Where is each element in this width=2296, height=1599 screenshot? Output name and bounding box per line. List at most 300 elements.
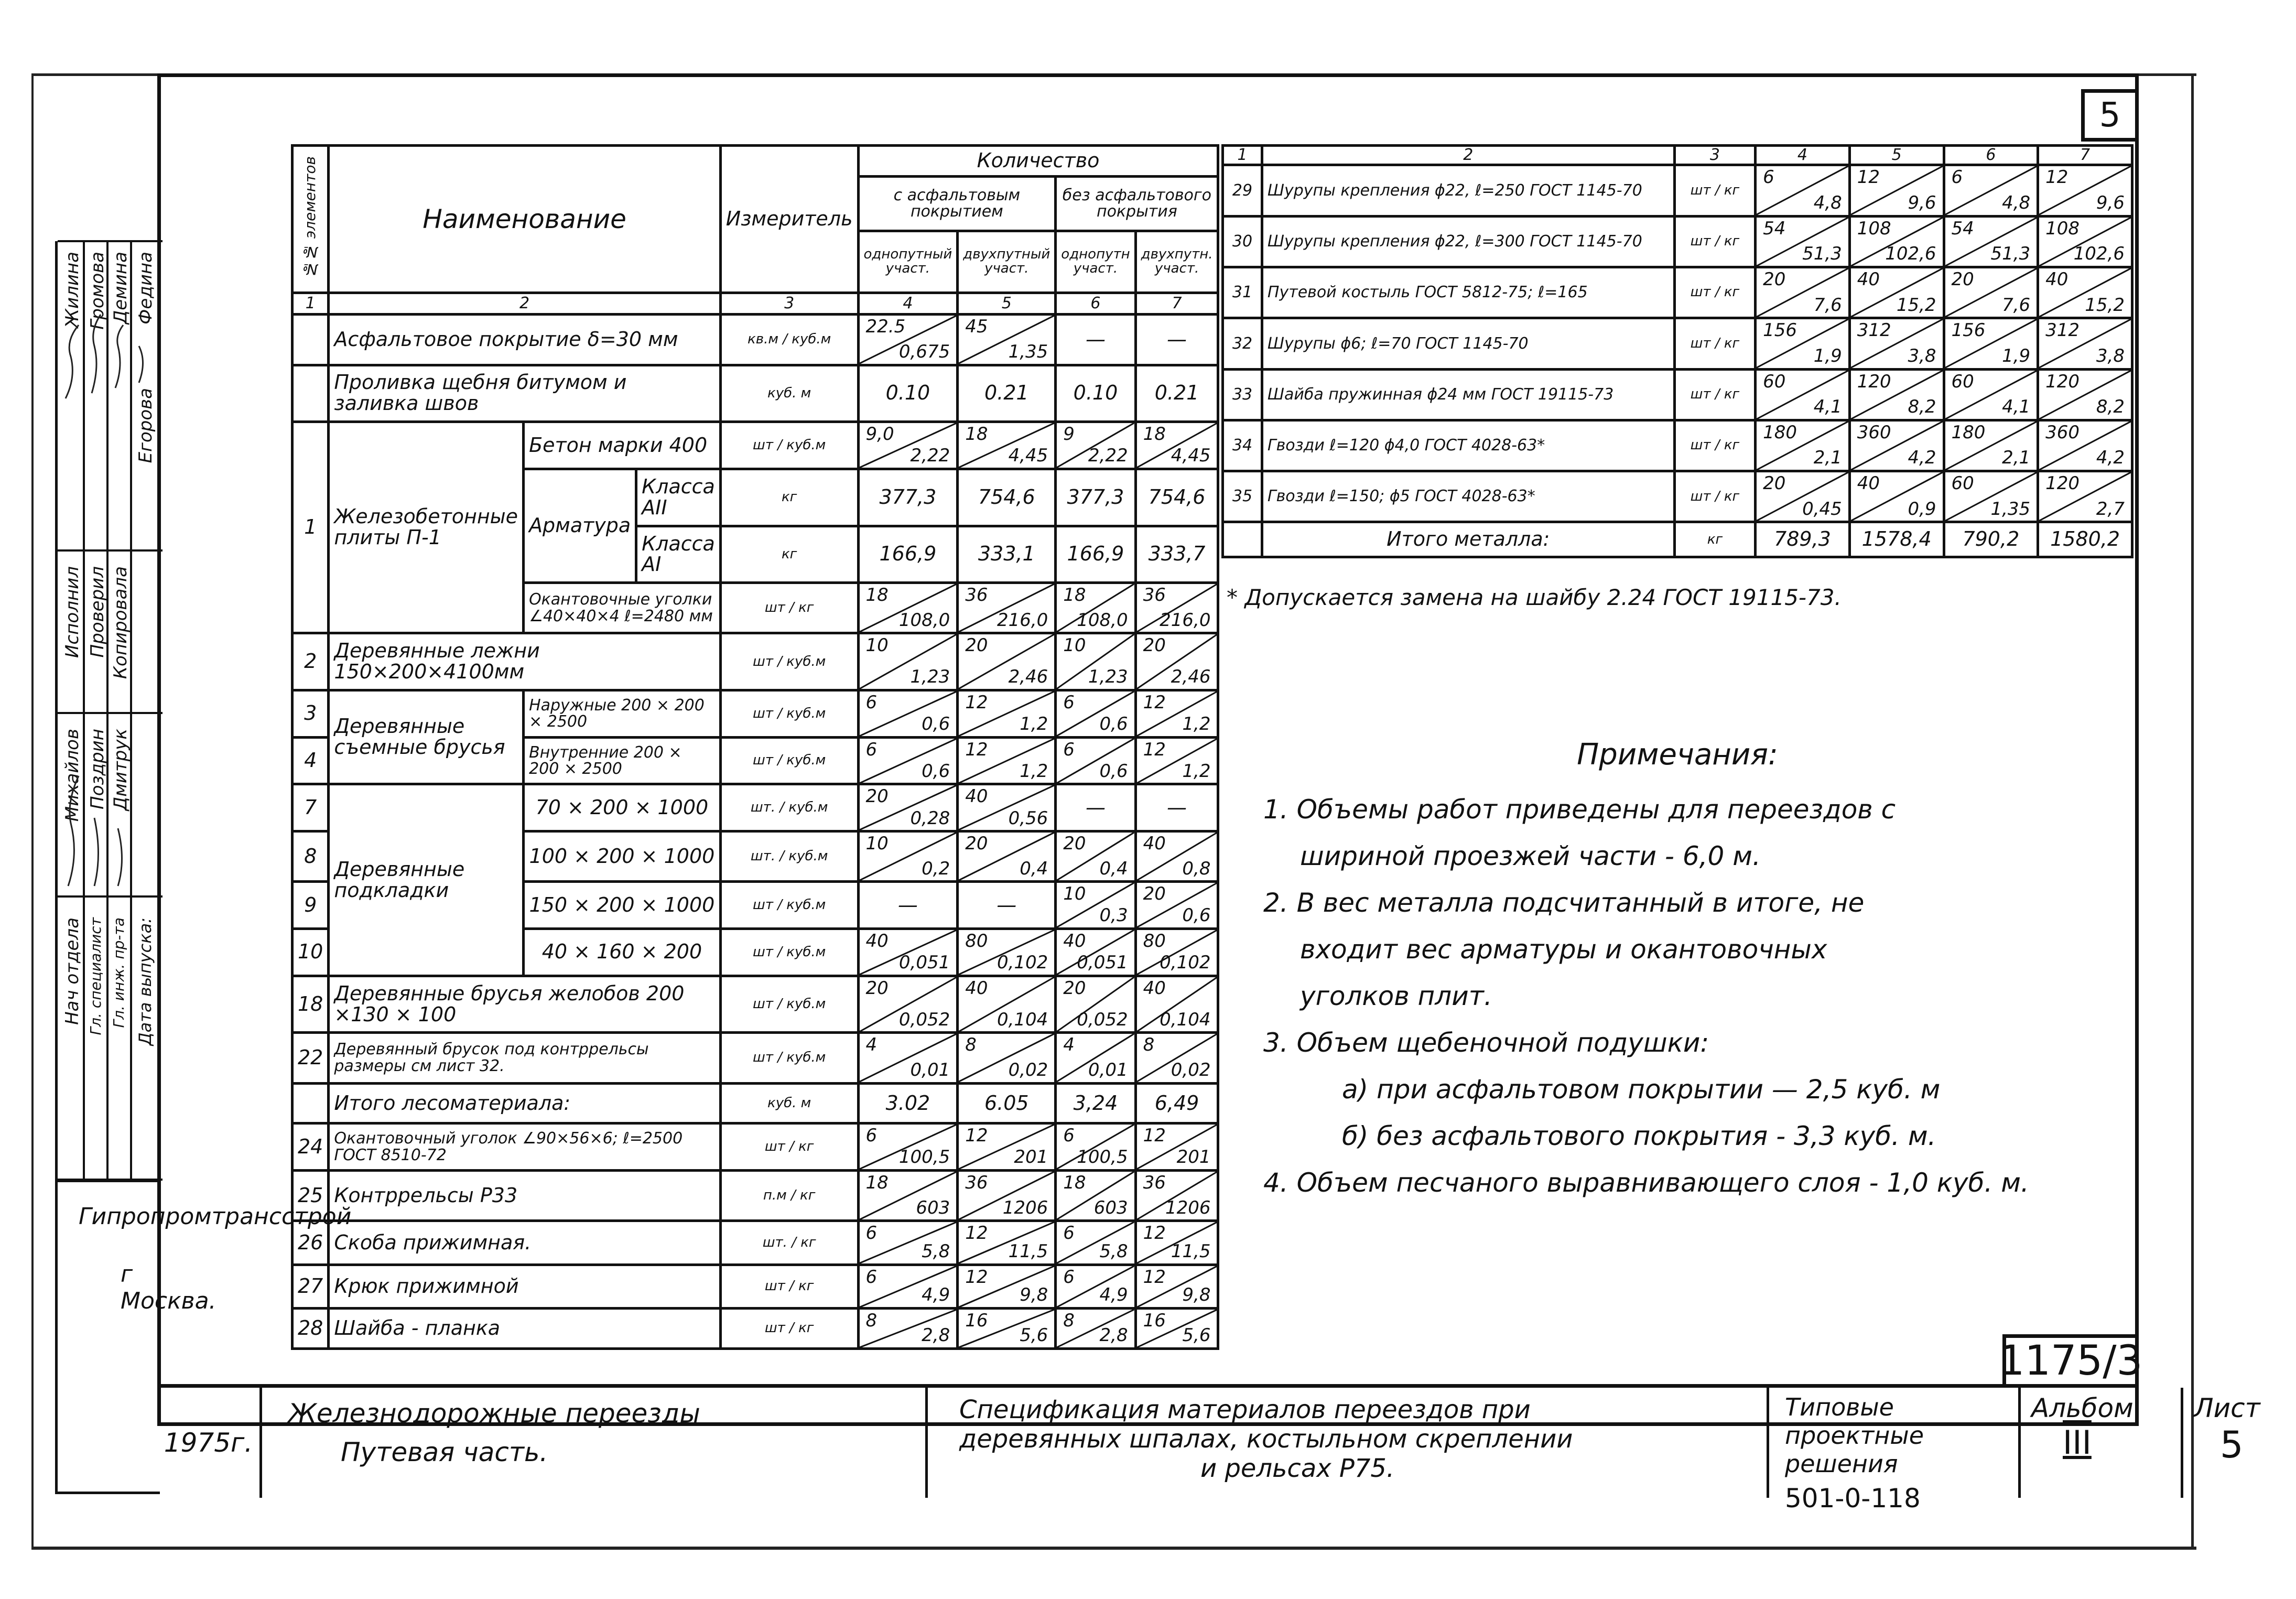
value-count: 9,0 [865, 424, 894, 445]
row-value-col7: 1580,2 [2038, 522, 2132, 557]
role-head-of-dept: Нач отдела [62, 917, 83, 1025]
row-unit: кг [720, 526, 858, 583]
row-name: Деревянные брусья желобов 200 ×130 × 100 [329, 976, 720, 1033]
value-count: 108 [2045, 218, 2080, 239]
row-name: Путевой костыль ГОСТ 5812-75; ℓ=165 [1262, 267, 1674, 318]
t2-colnum-4: 4 [1756, 146, 1850, 165]
value-amount: 0,9 [1908, 498, 1936, 520]
row-value-col5 [1849, 420, 1944, 471]
table-row [293, 690, 1218, 738]
row-name: Шурупы крепления ϕ22, ℓ=300 ГОСТ 1145-70 [1262, 216, 1674, 267]
value-count: 18 [1143, 424, 1166, 445]
colnum-3: 3 [720, 293, 858, 315]
stamp-sheet-number: 5 [2220, 1423, 2244, 1466]
value-count: 20 [1951, 268, 1974, 290]
value-count: 12 [1857, 167, 1880, 188]
value-amount: 108,0 [898, 609, 950, 631]
value-count: 18 [965, 424, 988, 445]
value-count: 40 [2045, 268, 2068, 290]
row-unit: шт / куб.м [720, 690, 858, 738]
header-double-1: двухпутный участ. [958, 231, 1056, 293]
row-value-col7 [1135, 737, 1218, 784]
value-count: 18 [865, 585, 889, 606]
row-value-col7 [1135, 690, 1218, 738]
value-amount: 7,6 [1813, 294, 1842, 316]
name-demina: Демина [110, 252, 131, 325]
row-name: Шурупы крепления ϕ22, ℓ=250 ГОСТ 1145-70 [1262, 165, 1674, 216]
row-unit: шт / куб.м [720, 422, 858, 469]
row-value-col5 [1849, 318, 1944, 369]
row-num: 22 [293, 1033, 329, 1083]
row-value-col7: 6,49 [1135, 1083, 1218, 1123]
value-count: 12 [965, 1223, 988, 1244]
value-amount: 0,104 [997, 1009, 1048, 1030]
row-name: Наружные 200 × 200 × 2500 [524, 690, 721, 738]
name-dmitruk: Дмитрук [110, 729, 131, 811]
t2-colnum-2: 2 [1262, 146, 1674, 165]
row-num: 35 [1223, 471, 1262, 522]
t2-colnum-1: 1 [1223, 146, 1262, 165]
row-value-col5: 0.21 [958, 365, 1056, 422]
value-count: 10 [1063, 635, 1086, 656]
value-amount: 0,6 [1182, 905, 1211, 926]
row-value-col5 [958, 737, 1056, 784]
row-name: Контррельсы Р33 [329, 1171, 720, 1221]
value-count: 360 [1857, 422, 1891, 443]
row-num [293, 315, 329, 365]
row-value-col4: 377,3 [858, 469, 958, 526]
row-value-col7 [2038, 165, 2132, 216]
value-amount: 4,2 [2096, 447, 2125, 469]
row-name: 100 × 200 × 1000 [524, 831, 721, 882]
value-amount: 1,23 [1088, 666, 1128, 688]
table-row [293, 1171, 1218, 1221]
value-amount: 9,6 [1908, 192, 1936, 213]
row-name: 40 × 160 × 200 [524, 929, 721, 976]
row-value-col6 [1056, 976, 1135, 1033]
row-value-col7: — [1135, 784, 1218, 831]
value-count: 36 [965, 585, 988, 606]
row-group-label: Железобетонные плиты П-1 [329, 422, 524, 633]
value-count: 6 [1063, 692, 1075, 714]
value-count: 12 [1143, 1223, 1166, 1244]
row-value-col7 [1135, 1221, 1218, 1265]
value-amount: 0,102 [1160, 952, 1211, 974]
row-value-col5: 333,1 [958, 526, 1056, 583]
value-amount: 1,23 [910, 666, 950, 688]
value-amount: 0,052 [1077, 1009, 1128, 1030]
row-num: 29 [1223, 165, 1262, 216]
table-row [293, 633, 1218, 690]
row-unit: шт / кг [1674, 318, 1755, 369]
table-row [293, 315, 1218, 365]
row-value-col5: 6.05 [958, 1083, 1056, 1123]
value-count: 54 [1951, 218, 1974, 239]
value-amount: 2,8 [1099, 1325, 1128, 1346]
role-chief-engineer: Гл. инж. пр-та [110, 917, 127, 1028]
table-row [293, 976, 1218, 1033]
value-count: 180 [1951, 422, 1986, 443]
row-name: Деревянные лежни 150×200×4100мм [329, 633, 720, 690]
colnum-5: 5 [958, 293, 1056, 315]
value-amount: 0,02 [1171, 1059, 1211, 1081]
row-unit: шт / кг [720, 583, 858, 633]
row-value-col5 [958, 633, 1056, 690]
value-amount: 9,8 [1020, 1284, 1048, 1306]
row-value-col7 [2038, 420, 2132, 471]
row-value-col7 [2038, 318, 2132, 369]
row-value-col6 [1944, 420, 2038, 471]
value-count: 6 [1763, 167, 1774, 188]
row-unit: шт. / куб.м [720, 831, 858, 882]
row-unit: шт / куб.м [720, 1033, 858, 1083]
value-amount: 0,56 [1008, 807, 1048, 829]
header-with-asphalt: с асфальтовым покрытием [858, 176, 1056, 231]
row-name: Бетон марки 400 [524, 422, 721, 469]
signature-columns [58, 241, 163, 1180]
row-num: 34 [1223, 420, 1262, 471]
row-value-col7 [1135, 831, 1218, 882]
note-3a: а) при асфальтовом покрытии — 2,5 куб. м [1342, 1074, 1941, 1105]
row-name: Крюк прижимной [329, 1265, 720, 1308]
row-value-col6 [1944, 318, 2038, 369]
name-egorova: Егорова [135, 388, 156, 463]
value-count: 12 [965, 1125, 988, 1147]
value-amount: 8,2 [2096, 396, 2125, 418]
row-value-col7 [1135, 1171, 1218, 1221]
header-name: Наименование [329, 146, 720, 293]
row-num: 2 [293, 633, 329, 690]
value-count: 20 [865, 786, 889, 807]
value-count: 8 [965, 1034, 977, 1056]
row-value-col5 [958, 784, 1056, 831]
value-count: 16 [965, 1310, 988, 1331]
row-value-col7 [2038, 267, 2132, 318]
value-amount: 1206 [1002, 1197, 1048, 1218]
value-count: 40 [1063, 931, 1086, 952]
row-unit: шт / куб.м [720, 929, 858, 976]
row-value-col4 [858, 422, 958, 469]
value-count: 20 [1143, 635, 1166, 656]
value-amount: 603 [916, 1197, 950, 1218]
row-value-col7 [2038, 369, 2132, 420]
row-value-col4 [858, 1221, 958, 1265]
value-amount: 0,4 [1099, 858, 1128, 879]
note-3b: б) без асфальтового покрытия - 3,3 куб. м. [1342, 1120, 1936, 1151]
row-name: Гвозди ℓ=120 ϕ4,0 ГОСТ 4028-63* [1262, 420, 1674, 471]
value-amount: 0,3 [1099, 905, 1128, 926]
value-count: 6 [1063, 1223, 1075, 1244]
value-count: 60 [1951, 473, 1974, 494]
value-amount: 51,3 [1802, 243, 1842, 265]
row-unit: шт. / кг [720, 1221, 858, 1265]
row-name: Итого металла: [1262, 522, 1674, 557]
table-row [293, 1033, 1218, 1083]
row-value-col5 [1849, 369, 1944, 420]
value-count: 12 [1143, 739, 1166, 760]
value-amount: 7,6 [2002, 294, 2031, 316]
value-amount: 0,104 [1160, 1009, 1211, 1030]
row-value-col4 [858, 929, 958, 976]
row-name: Класса АI [636, 526, 721, 583]
value-amount: 0,4 [1020, 858, 1048, 879]
row-value-col4 [1756, 420, 1850, 471]
t2-colnum-6: 6 [1944, 146, 2038, 165]
row-group-label: Деревянные подкладки [329, 784, 524, 976]
value-amount: 201 [1014, 1147, 1048, 1168]
value-amount: 102,6 [2073, 243, 2125, 265]
value-count: 6 [865, 1125, 878, 1147]
row-value-col6 [1056, 1123, 1135, 1171]
row-name: Гвозди ℓ=150; ϕ5 ГОСТ 4028-63* [1262, 471, 1674, 522]
row-value-col4: 789,3 [1756, 522, 1850, 557]
value-count: 12 [1143, 692, 1166, 714]
value-count: 54 [1763, 218, 1786, 239]
value-count: 6 [1063, 1266, 1075, 1288]
value-amount: 8,2 [1908, 396, 1936, 418]
row-value-col4 [858, 1265, 958, 1308]
row-group-label: Деревянные съемные брусья [329, 690, 524, 784]
row-value-col6 [1056, 690, 1135, 738]
value-amount: 0,6 [1099, 760, 1128, 782]
value-count: 40 [965, 786, 988, 807]
value-count: 20 [1143, 883, 1166, 905]
row-num: 18 [293, 976, 329, 1033]
value-amount: 4,45 [1008, 445, 1048, 467]
row-value-col6 [1056, 633, 1135, 690]
row-value-col7 [2038, 471, 2132, 522]
row-value-col4 [858, 737, 958, 784]
row-unit: шт / куб.м [720, 882, 858, 929]
value-count: 18 [865, 1172, 889, 1194]
row-num: 1 [293, 422, 329, 633]
row-value-col4 [1756, 165, 1850, 216]
row-value-col5 [1849, 471, 1944, 522]
value-count: 36 [965, 1172, 988, 1194]
row-unit: шт / кг [1674, 471, 1755, 522]
table-row [293, 784, 1218, 831]
row-value-col5 [958, 1123, 1056, 1171]
row-name: 150 × 200 × 1000 [524, 882, 721, 929]
row-value-col5 [958, 422, 1056, 469]
row-name: Проливка щебня битумом и заливка швов [329, 365, 720, 422]
value-count: 40 [1143, 833, 1166, 855]
row-value-col6 [1056, 422, 1135, 469]
value-amount: 11,5 [1008, 1240, 1048, 1262]
note-3: 3. Объем щебеночной подушки: [1263, 1027, 1709, 1058]
value-amount: 4,8 [2002, 192, 2031, 213]
t2-table-row [1223, 216, 2132, 267]
row-value-col7 [1135, 976, 1218, 1033]
row-value-col6 [1944, 165, 2038, 216]
header-quantity: Количество [858, 146, 1218, 177]
table-row [293, 1265, 1218, 1308]
colnum-6: 6 [1056, 293, 1135, 315]
value-count: 40 [965, 977, 988, 999]
value-amount: 201 [1176, 1147, 1211, 1168]
row-value-col5 [958, 690, 1056, 738]
value-count: 20 [1763, 268, 1786, 290]
stamp-album-label: Альбом [2031, 1393, 2133, 1423]
value-count: 6 [865, 1223, 878, 1244]
row-unit: кв.м / куб.м [720, 315, 858, 365]
value-count: 120 [1857, 371, 1891, 392]
t2-table-row [1223, 369, 2132, 420]
row-num: 32 [1223, 318, 1262, 369]
stamp-series-label: Типовые проектные решения [1785, 1393, 1924, 1478]
note-1: 1. Объемы работ приведены для переездов с [1263, 794, 1896, 825]
value-amount: 4,2 [1908, 447, 1936, 469]
value-count: 12 [1143, 1125, 1166, 1147]
value-count: 60 [1763, 371, 1786, 392]
value-count: 6 [865, 692, 878, 714]
row-name: Класса АII [636, 469, 721, 526]
footnote: * Допускается замена на шайбу 2.24 ГОСТ 19115-73. [1227, 585, 1842, 610]
row-value-col6 [1944, 471, 2038, 522]
value-count: 312 [2045, 320, 2080, 341]
row-value-col5 [958, 976, 1056, 1033]
role-chief-specialist: Гл. специалист [87, 917, 104, 1035]
signature-grid [58, 241, 163, 1180]
row-value-col7 [1135, 1265, 1218, 1308]
organization-city: г Москва. [121, 1261, 216, 1314]
row-value-col7: — [1135, 315, 1218, 365]
row-unit: кг [720, 469, 858, 526]
row-value-col4: 0.10 [858, 365, 958, 422]
row-value-col4 [1756, 318, 1850, 369]
row-name: Шурупы ϕ6; ℓ=70 ГОСТ 1145-70 [1262, 318, 1674, 369]
row-value-col7 [1135, 1033, 1218, 1083]
value-amount: 4,45 [1171, 445, 1211, 467]
row-value-col7 [1135, 583, 1218, 633]
t2-table-row [1223, 267, 2132, 318]
row-value-col4 [1756, 267, 1850, 318]
row-value-col4 [1756, 471, 1850, 522]
row-num: 3 [293, 690, 329, 738]
value-amount: 5,6 [1020, 1325, 1048, 1346]
value-amount: 1,2 [1020, 760, 1048, 782]
value-count: 12 [965, 1266, 988, 1288]
row-name: Окантовочные уголки ∠40×40×4 ℓ=2480 мм [524, 583, 721, 633]
note-2: 2. В вес металла подсчитанный в итоге, не [1263, 887, 1865, 918]
value-amount: 2,1 [1813, 447, 1842, 469]
row-value-col6 [1056, 1171, 1135, 1221]
name-fedina: Федина [135, 252, 156, 325]
value-amount: 2,7 [2096, 498, 2125, 520]
value-count: 80 [1143, 931, 1166, 952]
row-value-col5 [1849, 216, 1944, 267]
row-num: 10 [293, 929, 329, 976]
note-4: 4. Объем песчаного выравнивающего слоя - 1,0 куб. м. [1263, 1167, 2029, 1198]
value-amount: 0,28 [910, 807, 950, 829]
value-amount: 4,9 [922, 1284, 950, 1306]
header-double-2: двухпутн. участ. [1135, 231, 1218, 293]
t2-table-row [1223, 420, 2132, 471]
value-count: 12 [965, 692, 988, 714]
row-value-col6 [1056, 583, 1135, 633]
value-count: 4 [865, 1034, 878, 1056]
row-value-col6 [1944, 369, 2038, 420]
value-amount: 1,35 [1008, 341, 1048, 362]
value-count: 156 [1763, 320, 1797, 341]
row-unit: шт / кг [720, 1123, 858, 1171]
value-amount: 51,3 [1990, 243, 2031, 265]
table-row [293, 365, 1218, 422]
row-value-col4 [858, 1171, 958, 1221]
row-value-col6: 3,24 [1056, 1083, 1135, 1123]
row-unit: куб. м [720, 1083, 858, 1123]
row-value-col5 [958, 583, 1056, 633]
value-amount: 2,1 [2002, 447, 2031, 469]
row-value-col4 [858, 690, 958, 738]
value-amount: 108,0 [1077, 609, 1128, 631]
row-name: Шайба - планка [329, 1308, 720, 1348]
role-copied: Копировала [110, 566, 131, 679]
header-without-asphalt: без асфальтового покрытия [1056, 176, 1218, 231]
specification-table [291, 144, 1219, 1350]
t2-colnum-7: 7 [2038, 146, 2132, 165]
value-count: 20 [965, 635, 988, 656]
row-value-col5 [958, 1265, 1056, 1308]
row-unit: шт / кг [1674, 216, 1755, 267]
value-amount: 0,675 [898, 341, 950, 362]
value-count: 20 [1763, 473, 1786, 494]
value-count: 18 [1063, 585, 1086, 606]
row-value-col6: — [1056, 784, 1135, 831]
row-unit: шт. / куб.м [720, 784, 858, 831]
value-count: 180 [1763, 422, 1797, 443]
row-value-col6: 790,2 [1944, 522, 2038, 557]
row-value-col5 [1849, 165, 1944, 216]
value-count: 9 [1063, 424, 1075, 445]
notes-title: Примечания: [1577, 738, 1778, 772]
row-unit: кг [1674, 522, 1755, 557]
row-value-col7 [1135, 1123, 1218, 1171]
value-count: 20 [1063, 977, 1086, 999]
t2-table-row [1223, 318, 2132, 369]
row-value-col4: — [858, 882, 958, 929]
value-count: 10 [865, 635, 889, 656]
colnum-7: 7 [1135, 293, 1218, 315]
role-executed: Исполнил [62, 566, 83, 658]
stamp-title-line1: Спецификация материалов переездов при деревянных шпалах, костыльном скреплении [959, 1395, 1573, 1454]
row-value-col6: 166,9 [1056, 526, 1135, 583]
row-num: 9 [293, 882, 329, 929]
value-amount: 4,1 [2002, 396, 2031, 418]
value-amount: 0,8 [1182, 858, 1211, 879]
value-count: 120 [2045, 371, 2080, 392]
row-value-col5: — [958, 882, 1056, 929]
row-value-col6 [1056, 1308, 1135, 1348]
value-count: 360 [2045, 422, 2080, 443]
table-row [293, 422, 1218, 469]
row-num: 27 [293, 1265, 329, 1308]
value-count: 312 [1857, 320, 1891, 341]
row-unit: шт / кг [1674, 165, 1755, 216]
header-num: №№ элементов [293, 146, 329, 293]
row-num: 8 [293, 831, 329, 882]
value-count: 40 [1857, 268, 1880, 290]
value-count: 8 [865, 1310, 878, 1331]
row-unit: шт / кг [1674, 267, 1755, 318]
row-name: Шайба пружинная ϕ24 мм ГОСТ 19115-73 [1262, 369, 1674, 420]
note-2-cont2: уголков плит. [1300, 980, 1492, 1011]
stamp-series [1767, 1388, 2018, 1514]
value-count: 40 [1143, 977, 1166, 999]
row-num: 33 [1223, 369, 1262, 420]
stamp-year: 1975г. [164, 1428, 253, 1458]
name-mikhailov: Михайлов [62, 729, 83, 822]
